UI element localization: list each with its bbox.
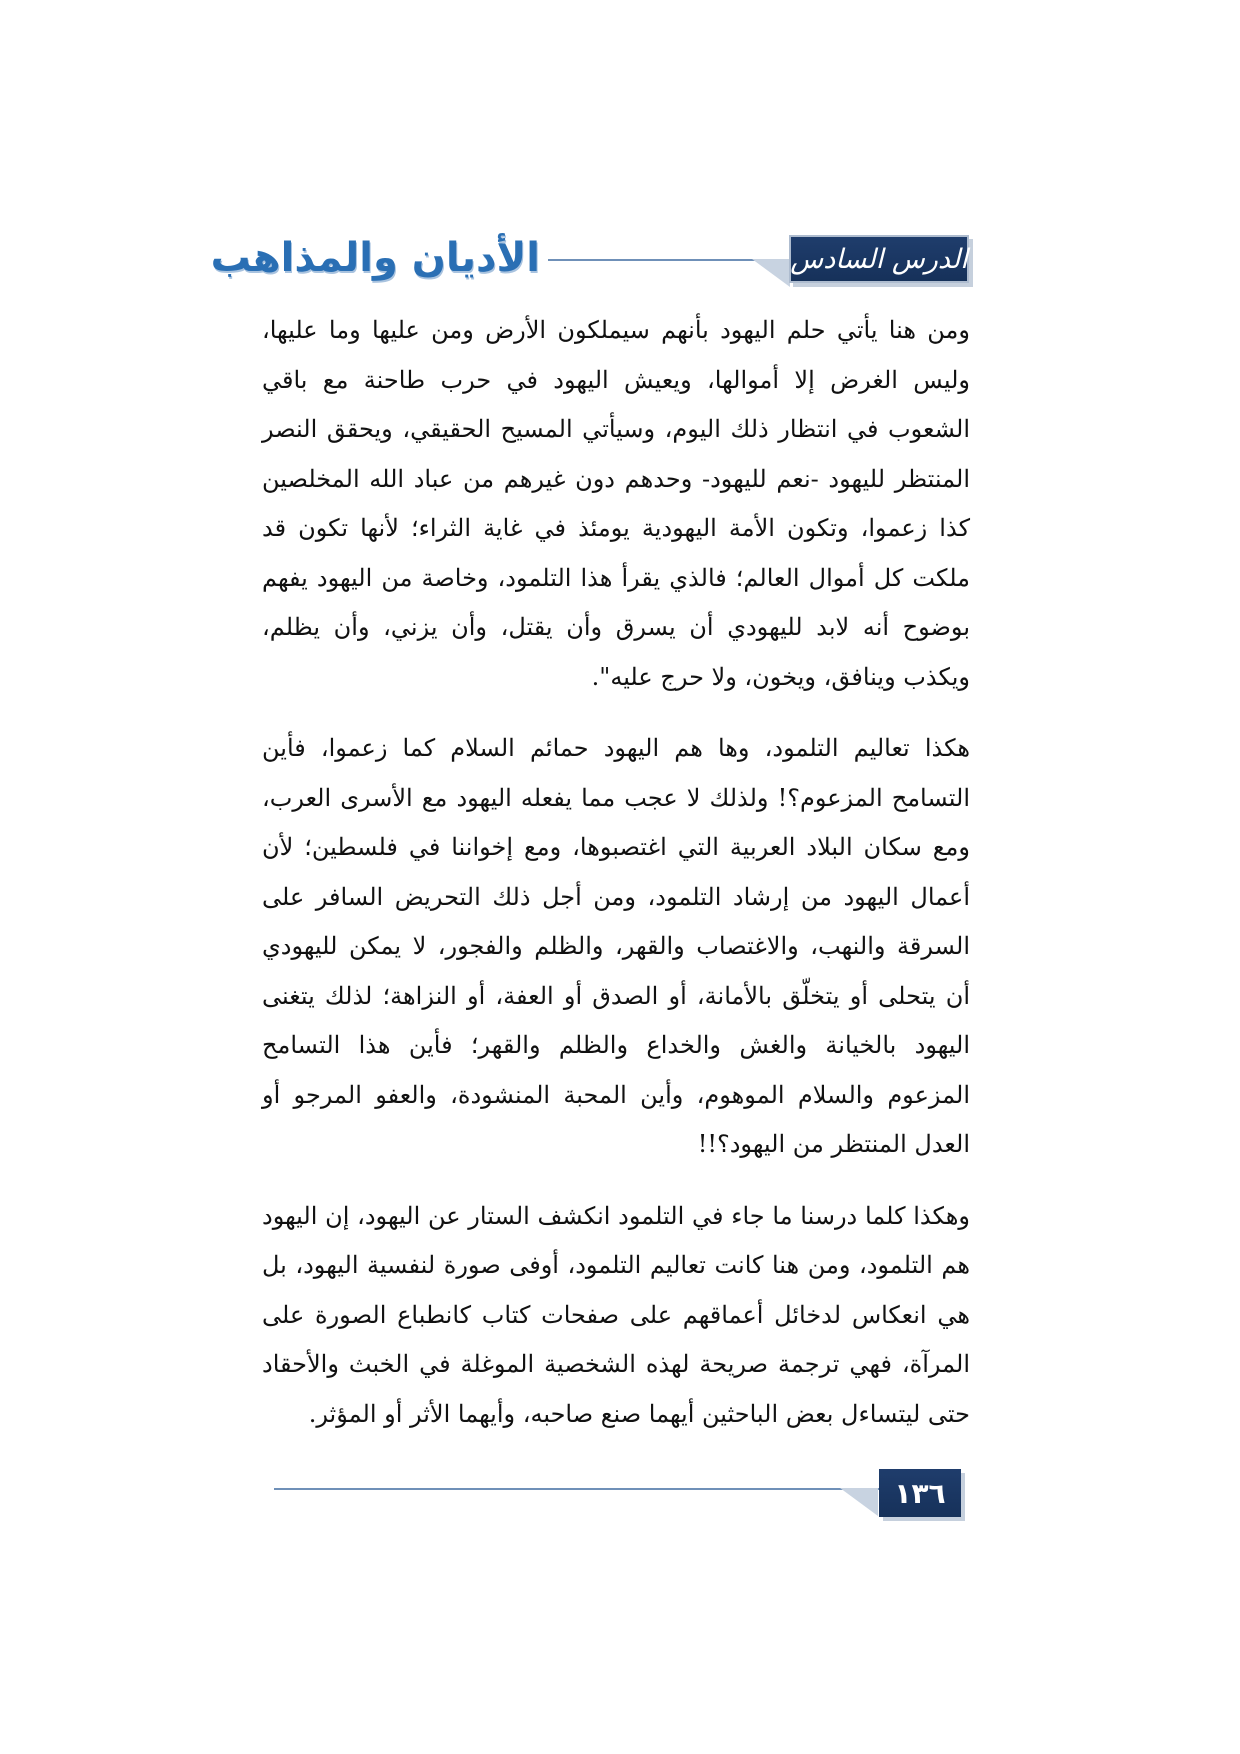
footer-rule-shadow [840,1488,878,1516]
paragraph-3: وهكذا كلما درسنا ما جاء في التلمود انكشف الستار عن اليهود، إن اليهود هم التلمود، ومن هنا كانت تعاليم التلمود، أوفى صورة لنفسية اليهود، بل هي انعكاس لدخائل أعماقهم على صفحات كتاب كانطباع الصورة على المرآة، فهي ترجمة صريحة لهذه الشخصية الموغلة في الخبث والأحقاد حتى ليتساءل بعض الباحثين أيهما صنع صاحبه، وأيهما الأثر أو المؤثر. [262,1201,970,1428]
footer-divider [274,1488,880,1490]
lesson-label: الدرس السادس [790,243,968,275]
book-title: الأديان والمذاهب [210,235,540,281]
header-rule-shadow [752,259,790,287]
body-text [262,306,970,1439]
page-header [0,0,1240,320]
page-number: ١٣٦ [894,1476,946,1510]
lesson-label-box [789,235,969,283]
page-number-box [879,1469,961,1517]
paragraph-2: هكذا تعاليم التلمود، وها هم اليهود حمائم السلام كما زعموا، فأين التسامح المزعوم؟! ولذلك لا عجب مما يفعله اليهود مع الأسرى العرب، ومع سكان البلاد العربية التي اغتصبوها، ومع إخواننا في فلسطين؛ لأن أعمال اليهود من إرشاد التلمود، ومن أجل ذلك التحريض السافر على السرقة والنهب، والاغتصاب والقهر، والظلم والفجور، لا يمكن لليهودي أن يتحلى أو يتخلّق بالأمانة، أو الصدق أو العفة، أو النزاهة؛ لذلك يتغنى اليهود بالخيانة والغش والخداع والظلم والقهر؛ فأين هذا التسامح المزعوم والسلام الموهوم، وأين المحبة المنشودة، والعفو المرجو أو العدل المنتظر من اليهود؟!! [262,734,971,1158]
paragraph-1: ومن هنا يأتي حلم اليهود بأنهم سيملكون الأرض ومن عليها وما عليها، وليس الغرض إلا أموالها، ويعيش اليهود في حرب طاحنة مع باقي الشعوب في انتظار ذلك اليوم، وسيأتي المسيح الحقيقي، ويحقق النصر المنتظر لليهود -نعم لليهود- وحدهم دون غيرهم من عباد الله المخلصين كذا زعموا، وتكون الأمة اليهودية يومئذ في غاية الثراء؛ لأنها تكون قد ملكت كل أموال العالم؛ فالذي يقرأ هذا التلمود، وخاصة من اليهود يفهم بوضوح أنه لابد لليهودي أن يسرق وأن يقتل، وأن يزني، وأن يظلم، ويكذب وينافق، ويخون، ولا حرج عليه". [262,316,970,691]
